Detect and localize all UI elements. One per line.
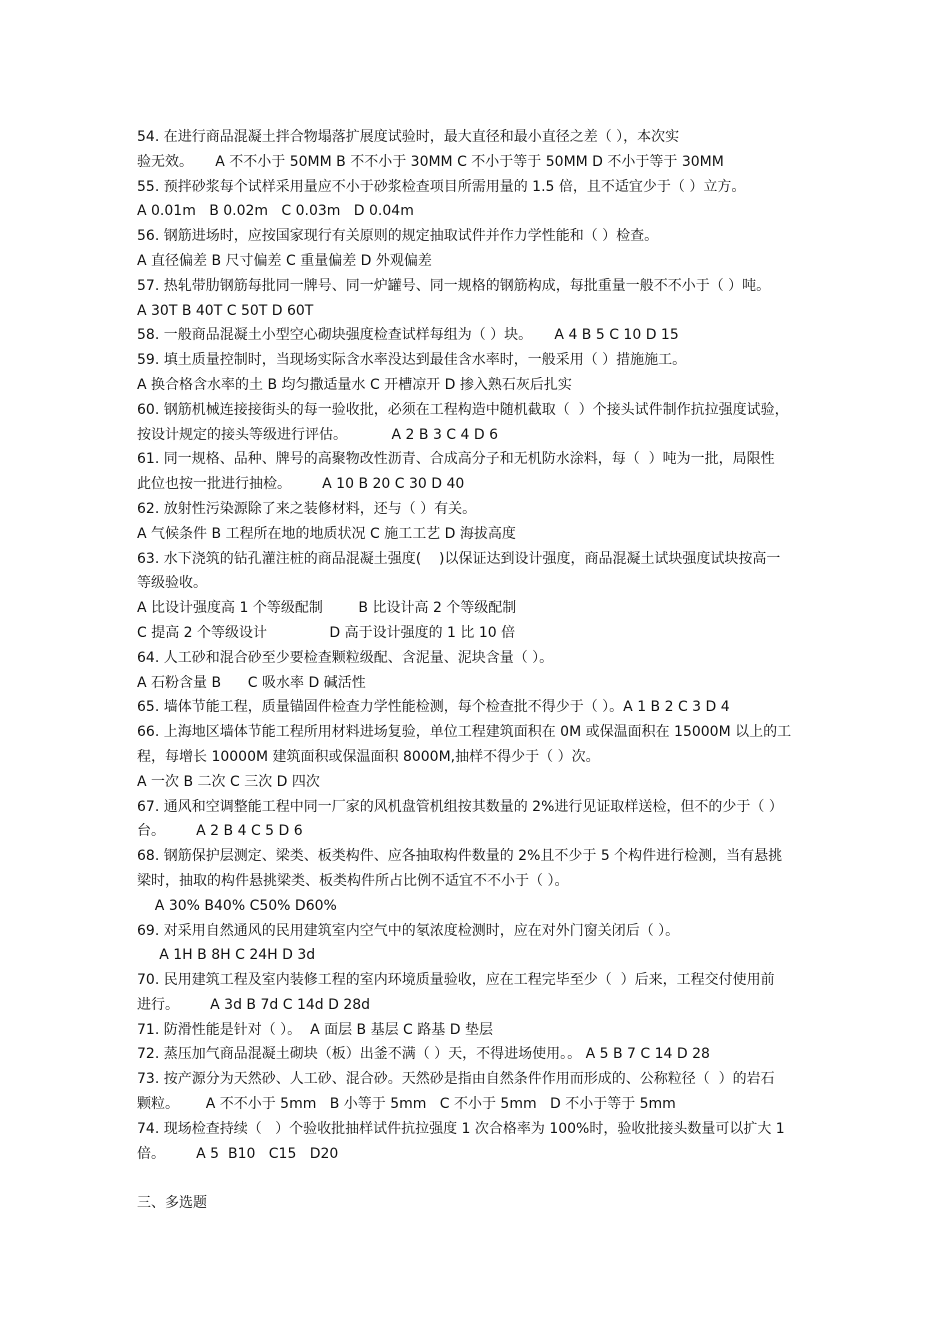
text-line: 69. 对采用自然通风的民用建筑室内空气中的氡浓度检测时，应在对外门窗关闭后（ ）。 <box>137 922 680 939</box>
text-line: 等级验收。 <box>137 575 207 592</box>
text-line: 54. 在进行商品混凝土拌合物塌落扩展度试验时，最大直径和最小直径之差（ ），本次实 <box>137 129 680 145</box>
text-line: 70. 民用建筑工程及室内装修工程的室内环境质量验收，应在工程完毕至少（ ）后来，工程交付使用前 <box>137 972 775 989</box>
text-line: 梁时，抽取的构件悬挑梁类、板类构件所占比例不适宜不不小于（ ）。 <box>137 872 569 889</box>
text-line: A 0.01m B 0.02m C 0.03m D 0.04m <box>137 203 414 220</box>
text-line: 59. 填土质量控制时，当现场实际含水率没达到最佳含水率时，一般采用（ ）措施施工。 <box>137 352 687 369</box>
text-line: 55. 预拌砂浆每个试样采用量应不小于砂浆检查项目所需用量的 1.5 倍，且不适宜少于（ ）立方。 <box>137 178 746 195</box>
text-line: 58. 一般商品混凝土小型空心砌块强度检查试样每组为（ ）块。 A 4 B 5 C 10 D 15 <box>137 327 679 344</box>
text-line: 程，每增长 10000M 建筑面积或保温面积 8000M,抽样不得少于（ ）次。 <box>137 748 600 765</box>
text-line: A 30T B 40T C 50T D 60T <box>137 302 314 319</box>
text-line: 56. 钢筋进场时，应按国家现行有关原则的规定抽取试件并作力学性能和（ ）检查。 <box>137 228 659 245</box>
text-line: A 直径偏差 B 尺寸偏差 C 重量偏差 D 外观偏差 <box>137 252 432 269</box>
text-line: A 一次 B 二次 C 三次 D 四次 <box>137 773 320 790</box>
text-line: C 提高 2 个等级设计 D 高于设计强度的 1 比 10 倍 <box>137 624 516 641</box>
paragraph-gap <box>137 1166 847 1191</box>
text-line: 74. 现场检查持续（ ）个验收批抽样试件抗拉强度 1 次合格率为 100%时，验收批接头数量可以扩大 1 <box>137 1120 785 1137</box>
text-line: 62. 放射性污染源除了来之装修材料，还与（ ）有关。 <box>137 500 477 517</box>
section-heading: 三、多选题 <box>137 1195 207 1212</box>
text-line: A 30% B40% C50% D60% <box>137 897 337 914</box>
text-line: 验无效。 A 不不小于 50MM B 不不小于 30MM C 不小于等于 50MM D 不小于等于 30MM <box>137 153 724 170</box>
text-line: 71. 防滑性能是针对（ ）。 A 面层 B 基层 C 路基 D 垫层 <box>137 1021 493 1038</box>
text-line: 57. 热轧带肋钢筋每批同一牌号、同一炉罐号、同一规格的钢筋构成，每批重量一般不不小于（ ）吨。 <box>137 277 771 294</box>
text-line: 倍。 A 5 B10 C15 D20 <box>137 1145 339 1162</box>
text-line: 进行。 A 3d B 7d C 14d D 28d <box>137 996 371 1013</box>
document-page <box>137 125 847 1216</box>
text-line: 73. 按产源分为天然砂、人工砂、混合砂。天然砂是指由自然条件作用而形成的、公称粒径（ ）的岩石 <box>137 1071 775 1088</box>
text-line: 64. 人工砂和混合砂至少要检查颗粒级配、含泥量、泥块含量（ ）。 <box>137 649 554 666</box>
text-line: 台。 A 2 B 4 C 5 D 6 <box>137 823 303 840</box>
text-line: 66. 上海地区墙体节能工程所用材料进场复验，单位工程建筑面积在 0M 或保温面积在 15000M 以上的工 <box>137 724 792 741</box>
text-line: A 换合格含水率的土 B 均匀撒适量水 C 开槽凉开 D 掺入熟石灰后扎实 <box>137 376 572 393</box>
text-line: A 1H B 8H C 24H D 3d <box>137 947 316 964</box>
text-line: 72. 蒸压加气商品混凝土砌块（板）出釜不满（ ）天，不得进场使用。。 A 5 B 7 C 14 D 28 <box>137 1046 710 1063</box>
text-line: 68. 钢筋保护层测定、梁类、板类构件、应各抽取构件数量的 2%且不少于 5 个构件进行检测，当有悬挑 <box>137 848 783 865</box>
text-line: A 气候条件 B 工程所在地的地质状况 C 施工工艺 D 海拔高度 <box>137 525 516 542</box>
text-line: 67. 通风和空调整能工程中同一厂家的风机盘管机组按其数量的 2%进行见证取样送检，但不的少于（ ） <box>137 798 783 815</box>
text-line: 60. 钢筋机械连接接街头的每一验收批，必须在工程构造中随机截取（ ）个接头试件制作抗拉强度试验， <box>137 401 789 418</box>
text-line: 颗粒。 A 不不小于 5mm B 小等于 5mm C 不小于 5mm D 不小于等于 5mm <box>137 1096 676 1113</box>
text-line: 此位也按一批进行抽检。 A 10 B 20 C 30 D 40 <box>137 476 465 493</box>
text-line: A 比设计强度高 1 个等级配制 B 比设计高 2 个等级配制 <box>137 600 517 617</box>
text-line: 65. 墙体节能工程，质量锚固件检查力学性能检测，每个检查批不得少于（ ）。A 1 B 2 C 3 D 4 <box>137 699 730 716</box>
text-line: 61. 同一规格、品种、牌号的高聚物改性沥青、合成高分子和无机防水涂料，每（ ）吨为一批，局限性 <box>137 451 775 468</box>
text-line: A 石粉含量 B C 吸水率 D 碱活性 <box>137 674 366 691</box>
text-line: 63. 水下浇筑的钻孔灌注桩的商品混凝土强度( )以保证达到设计强度，商品混凝土试块强度试块按高一 <box>137 550 781 567</box>
text-line: 按设计规定的接头等级进行评估。 A 2 B 3 C 4 D 6 <box>137 426 499 443</box>
